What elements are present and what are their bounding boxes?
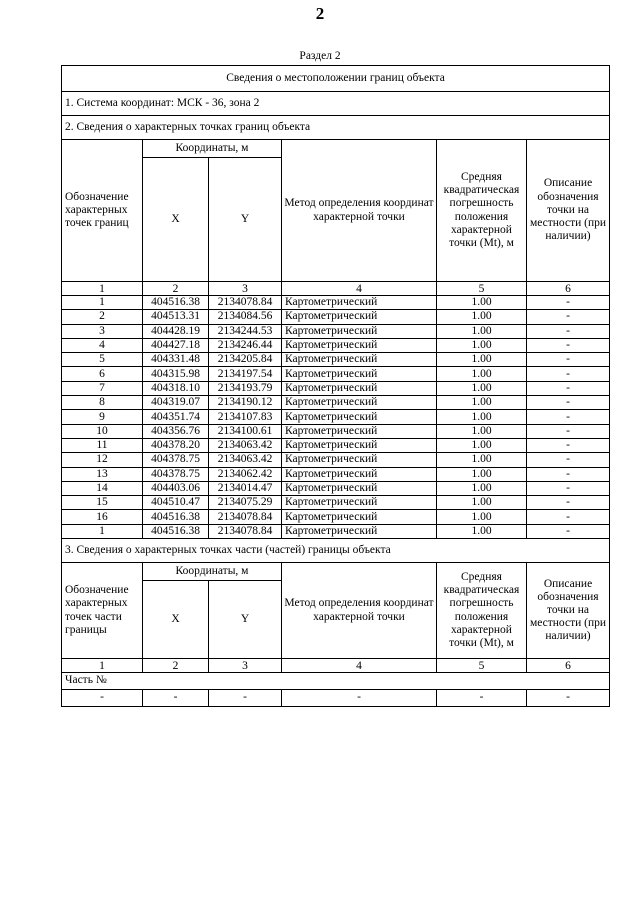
coord-x: 404318.10	[143, 381, 209, 395]
coord-x: 404378.75	[143, 453, 209, 467]
point-number: 15	[62, 496, 143, 510]
header3-description: Описание обозначения точки на местности (при наличии)	[527, 563, 610, 659]
table-row	[62, 367, 610, 381]
column-numbers-row	[62, 282, 610, 296]
point-number: 3	[62, 324, 143, 338]
coord-x: 404516.38	[143, 510, 209, 524]
coord-y: 2134244.53	[209, 324, 282, 338]
method: Картометрический	[282, 467, 437, 481]
table-row	[62, 324, 610, 338]
description: -	[527, 353, 610, 367]
column-number: 5	[437, 282, 527, 296]
header-error: Средняя квадратическая погрешность положения характерной точки (Mt), м	[437, 140, 527, 282]
description: -	[527, 496, 610, 510]
coord-y: 2134190.12	[209, 396, 282, 410]
point-number: 1	[62, 524, 143, 538]
mt-value: 1.00	[437, 396, 527, 410]
point-number: 14	[62, 481, 143, 495]
mt-value: 1.00	[437, 496, 527, 510]
part-label: Часть №	[62, 673, 610, 690]
coord-y: 2134063.42	[209, 438, 282, 452]
coord-x: 404427.18	[143, 338, 209, 352]
coord-x: 404378.20	[143, 438, 209, 452]
method: Картометрический	[282, 438, 437, 452]
header-method: Метод определения координат характерной точки	[282, 140, 437, 282]
coord-x: 404513.31	[143, 310, 209, 324]
coord-y: 2134078.84	[209, 524, 282, 538]
coord-y: 2134078.84	[209, 296, 282, 310]
description: -	[527, 324, 610, 338]
table-row	[62, 338, 610, 352]
coord-y: 2134063.42	[209, 453, 282, 467]
table-row	[62, 496, 610, 510]
description: -	[527, 310, 610, 324]
description: -	[527, 524, 610, 538]
description: -	[527, 338, 610, 352]
method: Картометрический	[282, 424, 437, 438]
description: -	[527, 438, 610, 452]
column-number: 2	[143, 282, 209, 296]
empty-cell: -	[437, 690, 527, 707]
method: Картометрический	[282, 367, 437, 381]
coord-x: 404428.19	[143, 324, 209, 338]
mt-value: 1.00	[437, 481, 527, 495]
point-number: 13	[62, 467, 143, 481]
description: -	[527, 510, 610, 524]
mt-value: 1.00	[437, 510, 527, 524]
column-numbers-row	[62, 659, 610, 673]
table-title: Сведения о местоположении границ объекта	[62, 66, 610, 92]
column-number: 3	[209, 659, 282, 673]
method: Картометрический	[282, 310, 437, 324]
section3-heading: 3. Сведения о характерных точках части (частей) границы объекта	[62, 539, 610, 563]
section2-heading: 2. Сведения о характерных точках границ объекта	[62, 116, 610, 140]
coord-y: 2134075.29	[209, 496, 282, 510]
point-number: 10	[62, 424, 143, 438]
coord-y: 2134197.54	[209, 367, 282, 381]
mt-value: 1.00	[437, 410, 527, 424]
coord-y: 2134246.44	[209, 338, 282, 352]
mt-value: 1.00	[437, 367, 527, 381]
empty-cell: -	[282, 690, 437, 707]
page-number: 2	[315, 4, 325, 23]
point-number: 7	[62, 381, 143, 395]
point-number: 4	[62, 338, 143, 352]
description: -	[527, 296, 610, 310]
coord-x: 404331.48	[143, 353, 209, 367]
point-number: 2	[62, 310, 143, 324]
coord-x: 404319.07	[143, 396, 209, 410]
coord-y: 2134205.84	[209, 353, 282, 367]
empty-cell: -	[62, 690, 143, 707]
description: -	[527, 396, 610, 410]
description: -	[527, 453, 610, 467]
table-row	[62, 524, 610, 538]
table-row	[62, 481, 610, 495]
description: -	[527, 467, 610, 481]
empty-cell: -	[143, 690, 209, 707]
point-number: 1	[62, 296, 143, 310]
coord-x: 404356.76	[143, 424, 209, 438]
mt-value: 1.00	[437, 338, 527, 352]
coord-y: 2134062.42	[209, 467, 282, 481]
mt-value: 1.00	[437, 353, 527, 367]
header-coordinates: Координаты, м	[143, 140, 282, 158]
mt-value: 1.00	[437, 424, 527, 438]
table-row	[62, 381, 610, 395]
coord-y: 2134084.56	[209, 310, 282, 324]
table-row	[62, 510, 610, 524]
method: Картометрический	[282, 453, 437, 467]
table-row	[62, 396, 610, 410]
coord-x: 404510.47	[143, 496, 209, 510]
header3-error: Средняя квадратическая погрешность положения характерной точки (Mt), м	[437, 563, 527, 659]
point-number: 8	[62, 396, 143, 410]
coord-x: 404403.06	[143, 481, 209, 495]
method: Картометрический	[282, 396, 437, 410]
empty-cell: -	[527, 690, 610, 707]
table-row	[62, 296, 610, 310]
coord-y: 2134107.83	[209, 410, 282, 424]
coord-x: 404378.75	[143, 467, 209, 481]
coord-y: 2134100.61	[209, 424, 282, 438]
section-label: Раздел 2	[299, 50, 341, 62]
table-row	[62, 410, 610, 424]
header-x: X	[143, 158, 209, 282]
column-number: 5	[437, 659, 527, 673]
mt-value: 1.00	[437, 438, 527, 452]
method: Картометрический	[282, 410, 437, 424]
method: Картометрический	[282, 481, 437, 495]
header-designation: Обозначение характерных точек границ	[62, 140, 143, 282]
empty-cell: -	[209, 690, 282, 707]
mt-value: 1.00	[437, 381, 527, 395]
column-number: 2	[143, 659, 209, 673]
method: Картометрический	[282, 381, 437, 395]
coord-y: 2134078.84	[209, 510, 282, 524]
mt-value: 1.00	[437, 324, 527, 338]
column-number: 6	[527, 659, 610, 673]
mt-value: 1.00	[437, 296, 527, 310]
coord-y: 2134014.47	[209, 481, 282, 495]
column-number: 3	[209, 282, 282, 296]
column-number: 4	[282, 659, 437, 673]
method: Картометрический	[282, 338, 437, 352]
method: Картометрический	[282, 524, 437, 538]
mt-value: 1.00	[437, 453, 527, 467]
method: Картометрический	[282, 324, 437, 338]
method: Картометрический	[282, 496, 437, 510]
table-row	[62, 353, 610, 367]
coord-system: 1. Система координат: МСК - 36, зона 2	[62, 92, 610, 116]
point-number: 6	[62, 367, 143, 381]
table-row	[62, 467, 610, 481]
header3-x: X	[143, 581, 209, 659]
header3-coordinates: Координаты, м	[143, 563, 282, 581]
point-number: 5	[62, 353, 143, 367]
description: -	[527, 481, 610, 495]
table-row	[62, 690, 610, 707]
mt-value: 1.00	[437, 310, 527, 324]
header3-designation: Обозначение характерных точек части границы	[62, 563, 143, 659]
coord-x: 404315.98	[143, 367, 209, 381]
header-y: Y	[209, 158, 282, 282]
description: -	[527, 410, 610, 424]
mt-value: 1.00	[437, 467, 527, 481]
description: -	[527, 367, 610, 381]
boundary-table	[61, 65, 610, 707]
column-number: 1	[62, 282, 143, 296]
table-row	[62, 438, 610, 452]
point-number: 12	[62, 453, 143, 467]
coord-x: 404351.74	[143, 410, 209, 424]
description: -	[527, 424, 610, 438]
method: Картометрический	[282, 353, 437, 367]
column-number: 1	[62, 659, 143, 673]
method: Картометрический	[282, 296, 437, 310]
table-row	[62, 453, 610, 467]
point-number: 9	[62, 410, 143, 424]
coord-y: 2134193.79	[209, 381, 282, 395]
point-number: 16	[62, 510, 143, 524]
header3-y: Y	[209, 581, 282, 659]
header3-method: Метод определения координат характерной точки	[282, 563, 437, 659]
header-description: Описание обозначения точки на местности (при наличии)	[527, 140, 610, 282]
mt-value: 1.00	[437, 524, 527, 538]
description: -	[527, 381, 610, 395]
column-number: 6	[527, 282, 610, 296]
coord-x: 404516.38	[143, 296, 209, 310]
table-row	[62, 424, 610, 438]
column-number: 4	[282, 282, 437, 296]
coord-x: 404516.38	[143, 524, 209, 538]
point-number: 11	[62, 438, 143, 452]
table-row	[62, 310, 610, 324]
method: Картометрический	[282, 510, 437, 524]
